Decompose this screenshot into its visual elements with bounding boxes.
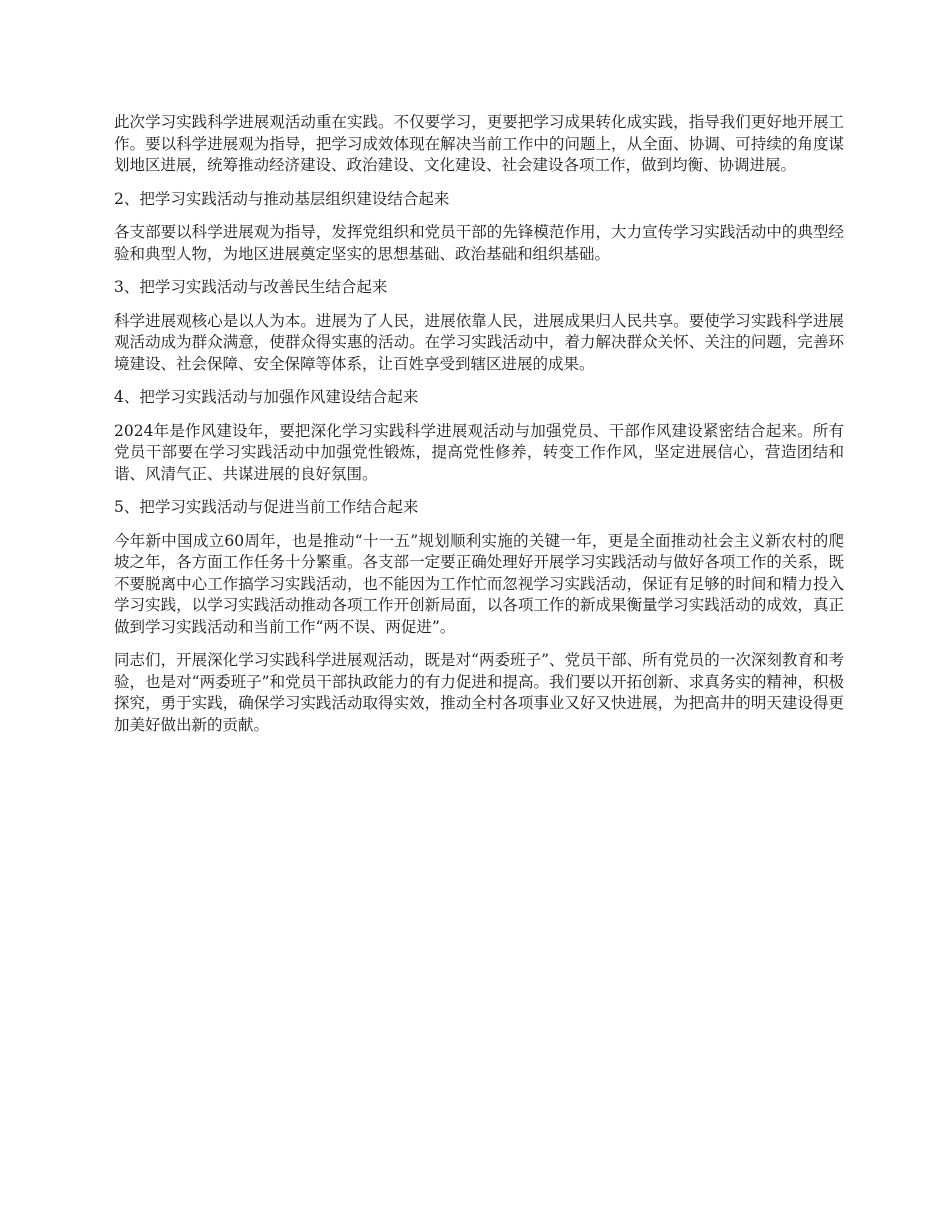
paragraph-section-3: 科学进展观核心是以人为本。进展为了人民，进展依靠人民，进展成果归人民共享。要使学习实践科学进展观活动成为群众满意，使群众得实惠的活动。在学习实践活动中，着力解决群众关怀、关注的问题，完善环境建设、社会保障、安全保障等体系，让百姓享受到辖区进展的成果。 <box>114 311 844 373</box>
paragraph-closing: 同志们，开展深化学习实践科学进展观活动，既是对“两委班子”、党员干部、所有党员的一次深刻教育和考验，也是对“两委班子”和党员干部执政能力的有力促进和提高。我们要以开拓创新、求真务实的精神，积极探究，勇于实践，确保学习实践活动取得实效，推动全村各项事业又好又快进展，为把高井的明天建设得更加美好做出新的贡献。 <box>114 651 844 734</box>
heading-section-5: 5、把学习实践活动与促进当前工作结合起来 <box>114 498 419 516</box>
paragraph-section-5: 今年新中国成立60周年，也是推动“十一五”规划顺利实施的关键一年，更是全面推动社会主义新农村的爬坡之年，各方面工作任务十分繁重。各支部一定要正确处理好开展学习实践活动与做好各项工作的关系，既不要脱离中心工作搞学习实践活动，也不能因为工作忙而忽视学习实践活动，保证有足够的时间和精力投入学习实践，以学习实践活动推动各项工作开创新局面，以各项工作的新成果衡量学习实践活动的成效，真正做到学习实践活动和当前工作“两不误、两促进”。 <box>114 531 844 636</box>
heading-section-4: 4、把学习实践活动与加强作风建设结合起来 <box>114 388 419 406</box>
document-body <box>114 112 844 748</box>
paragraph-intro: 此次学习实践科学进展观活动重在实践。不仅要学习，更要把学习成果转化成实践，指导我们更好地开展工作。要以科学进展观为指导，把学习成效体现在解决当前工作中的问题上，从全面、协调、可持续的角度谋划地区进展，统筹推动经济建设、政治建设、文化建设、社会建设各项工作，做到均衡、协调进展。 <box>114 113 844 174</box>
heading-section-2: 2、把学习实践活动与推动基层组织建设结合起来 <box>114 189 450 208</box>
heading-section-3: 3、把学习实践活动与改善民生结合起来 <box>114 278 388 296</box>
paragraph-section-2: 各支部要以科学进展观为指导，发挥党组织和党员干部的先锋模范作用，大力宣传学习实践活动中的典型经验和典型人物，为地区进展奠定坚实的思想基础、政治基础和组织基础。 <box>114 223 844 263</box>
paragraph-section-4: 2024年是作风建设年，要把深化学习实践科学进展观活动与加强党员、干部作风建设紧密结合起来。所有党员干部要在学习实践活动中加强党性锻炼，提高党性修养，转变工作作风，坚定进展信心，营造团结和谐、风清气正、共谋进展的良好氛围。 <box>114 421 844 483</box>
